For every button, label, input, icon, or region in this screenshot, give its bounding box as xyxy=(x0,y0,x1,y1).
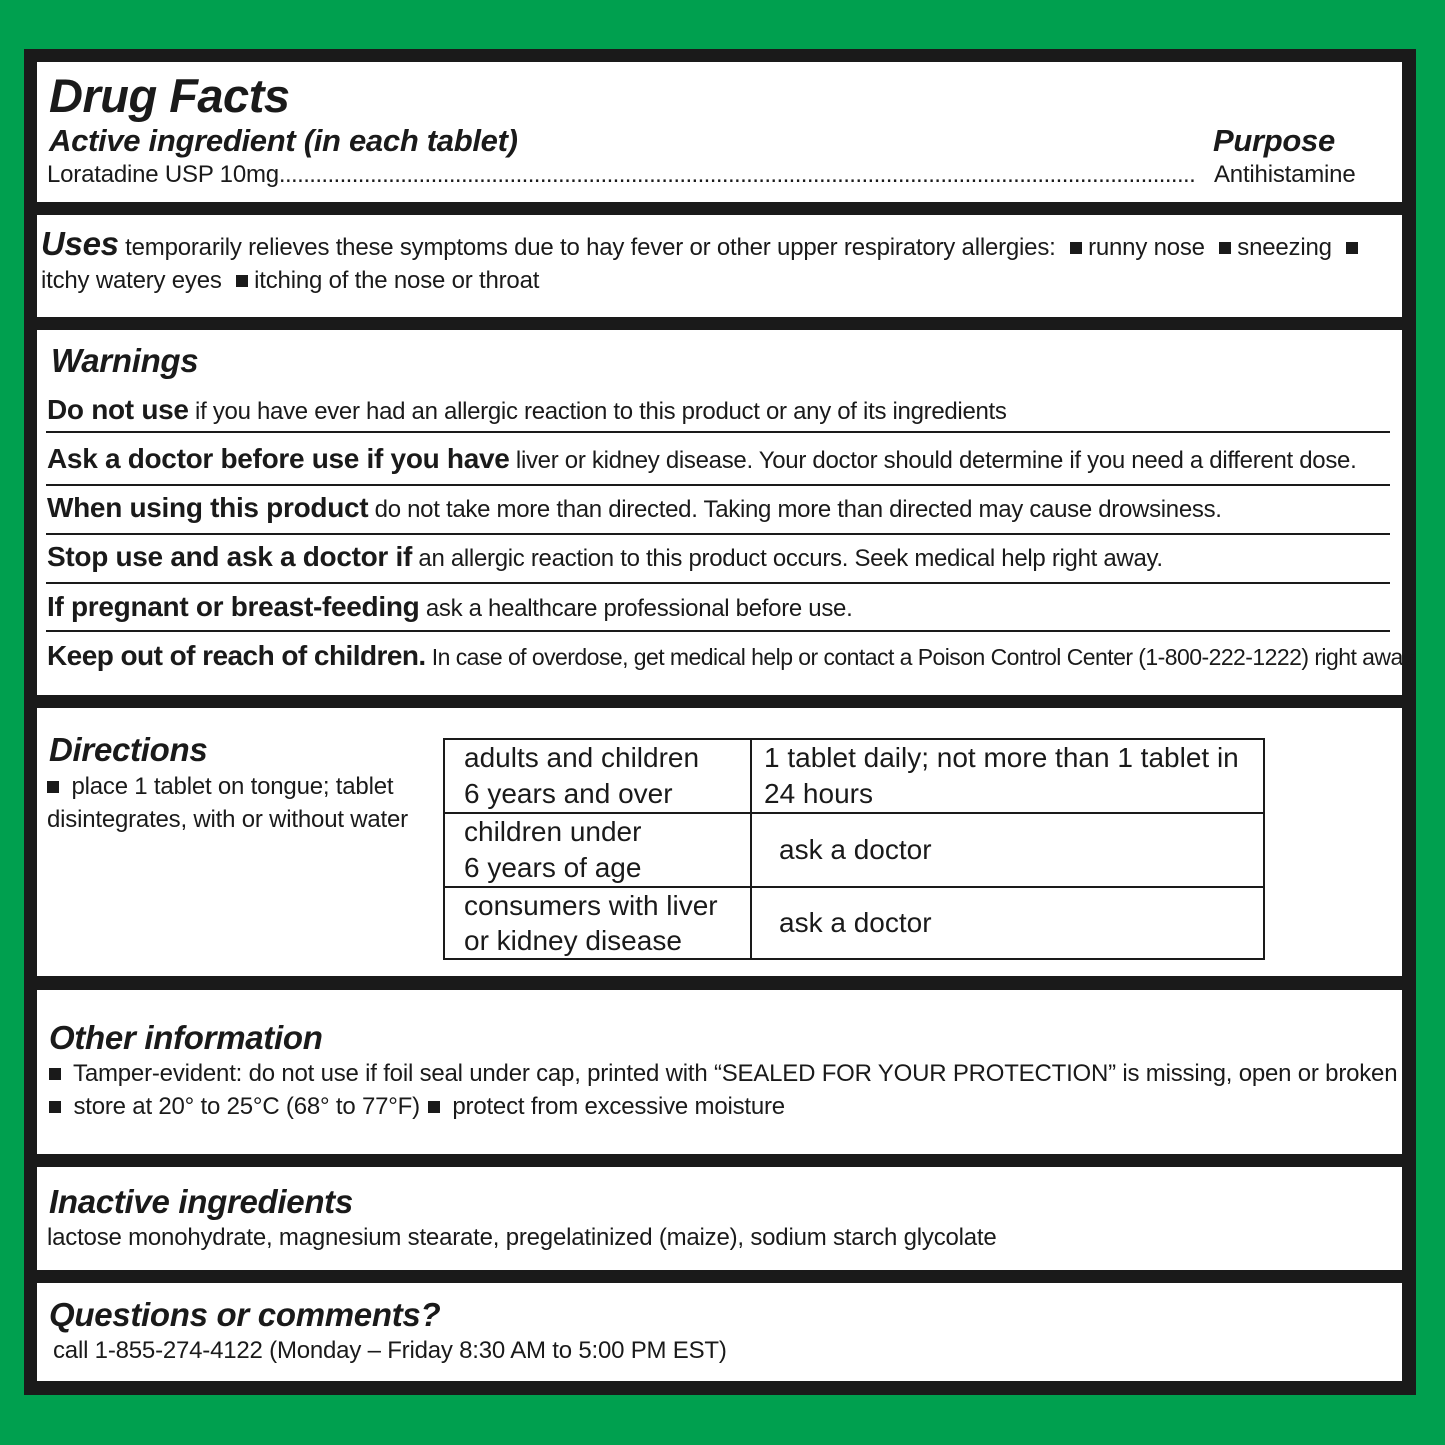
warning-text: do not take more than directed. Taking more than directed may cause drowsiness. xyxy=(374,496,1222,523)
table-cell-who: consumers with liver or kidney disease xyxy=(444,887,751,959)
warning-do-not-use xyxy=(47,394,1402,426)
warning-lead: When using this product xyxy=(47,492,369,523)
dot-leader: ....................................................................................................................................................... xyxy=(278,161,1196,188)
bullet-icon xyxy=(1219,242,1231,254)
bullet-icon xyxy=(49,1101,61,1113)
active-ingredient-heading: Active ingredient (in each tablet) xyxy=(49,123,518,158)
uses-item: itching of the nose or throat xyxy=(254,267,540,294)
warning-text: an allergic reaction to this product occurs. Seek medical help right away. xyxy=(418,545,1163,572)
questions-section xyxy=(37,1283,1402,1381)
directions-heading: Directions xyxy=(49,731,208,768)
active-ingredient-section xyxy=(37,62,1402,202)
table-cell-who: adults and children 6 years and over xyxy=(444,739,751,813)
directions-text xyxy=(47,770,427,836)
uses-item: runny nose xyxy=(1088,234,1205,261)
table-row xyxy=(444,887,1264,959)
uses-section xyxy=(37,215,1402,317)
table-cell-dose: ask a doctor xyxy=(751,813,1264,887)
bullet-icon xyxy=(1346,242,1358,254)
other-information-text xyxy=(49,1057,1398,1123)
inactive-ingredients-section xyxy=(37,1167,1402,1270)
uses-text xyxy=(41,227,1391,297)
divider xyxy=(46,630,1390,632)
uses-intro: temporarily relieves these symptoms due to hay fever or other upper respiratory allergies: xyxy=(125,234,1056,261)
other-information-heading: Other information xyxy=(49,1019,323,1056)
directions-section xyxy=(37,708,1402,976)
warning-text: In case of overdose, get medical help or contact a Poison Control Center (1-800-222-1222) right away xyxy=(431,644,1414,670)
warning-pregnant xyxy=(47,591,1402,623)
page-title: Drug Facts xyxy=(49,69,290,122)
uses-item: itchy watery eyes xyxy=(41,267,222,294)
bullet-icon xyxy=(47,781,59,793)
warning-ask-doctor xyxy=(47,443,1402,475)
bullet-icon xyxy=(236,275,248,287)
ingredient-row xyxy=(47,158,1377,191)
warning-lead: If pregnant or breast-feeding xyxy=(47,591,420,622)
divider xyxy=(46,533,1390,535)
divider xyxy=(46,431,1390,433)
purpose-value: Antihistamine xyxy=(1212,158,1355,191)
purpose-heading: Purpose xyxy=(1213,123,1335,158)
table-row xyxy=(444,739,1264,813)
warning-stop-use xyxy=(47,541,1402,573)
bullet-icon xyxy=(49,1068,61,1080)
warning-keep-out xyxy=(47,640,1414,672)
table-cell-dose: 1 tablet daily; not more than 1 tablet in 24 hours xyxy=(751,739,1264,813)
directions-table xyxy=(443,738,1265,960)
divider xyxy=(46,582,1390,584)
directions-line: disintegrates, with or without water xyxy=(47,806,408,833)
tamper-evident-text: Tamper-evident: do not use if foil seal under cap, printed with “SEALED FOR YOUR PROTECTION” is missing, open or broken xyxy=(73,1060,1398,1087)
moisture-text: protect from excessive moisture xyxy=(452,1093,785,1120)
warning-lead: Keep out of reach of children. xyxy=(47,640,426,671)
questions-heading: Questions or comments? xyxy=(49,1296,441,1333)
uses-heading: Uses xyxy=(41,225,119,262)
warning-when-using xyxy=(47,492,1402,524)
warning-text: if you have ever had an allergic reaction to this product or any of its ingredients xyxy=(195,398,1007,425)
warning-lead: Ask a doctor before use if you have xyxy=(47,443,510,474)
bullet-icon xyxy=(428,1101,440,1113)
directions-line: place 1 tablet on tongue; tablet xyxy=(71,773,394,800)
storage-text: store at 20° to 25°C (68° to 77°F) xyxy=(73,1093,420,1120)
table-cell-dose: ask a doctor xyxy=(751,887,1264,959)
uses-item: sneezing xyxy=(1237,234,1332,261)
warning-lead: Stop use and ask a doctor if xyxy=(47,541,413,572)
ingredient-name: Loratadine USP 10mg xyxy=(47,161,279,188)
inactive-ingredients-heading: Inactive ingredients xyxy=(49,1183,353,1220)
warnings-section xyxy=(37,330,1414,695)
warning-text: ask a healthcare professional before use. xyxy=(425,595,853,622)
drug-facts-label xyxy=(24,49,1416,1395)
warning-text: liver or kidney disease. Your doctor should determine if you need a different dose. xyxy=(515,447,1357,474)
bullet-icon xyxy=(1070,242,1082,254)
table-row xyxy=(444,813,1264,887)
other-information-section xyxy=(37,990,1402,1154)
questions-text: call 1-855-274-4122 (Monday – Friday 8:30 AM to 5:00 PM EST) xyxy=(53,1337,727,1364)
inactive-ingredients-text: lactose monohydrate, magnesium stearate, pregelatinized (maize), sodium starch glycolate xyxy=(47,1224,997,1251)
table-cell-who: children under 6 years of age xyxy=(444,813,751,887)
warning-lead: Do not use xyxy=(47,394,189,425)
divider xyxy=(46,484,1390,486)
warnings-heading: Warnings xyxy=(51,342,199,379)
